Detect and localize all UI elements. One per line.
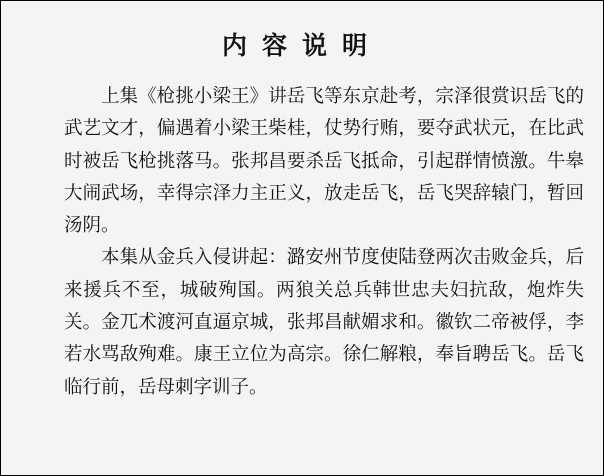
document-title: 内容说明 [221,31,382,60]
paragraph-previous-episode: 上集《枪挑小梁王》讲岳飞等东京赴考，宗泽很赏识岳飞的武艺文才，偏遇着小梁王柴桂，仗势行贿，要夺武状元，在比武时被岳飞枪挑落马。张邦昌要杀岳飞抵命，引起群情愤激。牛皋大闹武场，幸得宗泽力主正义，放走岳飞，岳飞哭辞辕门，暂回汤阴。 [64,86,584,237]
paragraph-current-episode: 本集从金兵入侵讲起：潞安州节度使陆登两次击败金兵，后来援兵不至，城破殉国。两狼关总兵韩世忠夫妇抗敌，炮炸失关。金兀术渡河直逼京城，张邦昌献媚求和。徽钦二帝被俘，李若水骂敌殉难。康王立位为高宗。徐仁解粮，奉旨聘岳飞。岳飞临行前，岳母刺字训子。 [64,247,584,398]
document-body [64,81,584,404]
